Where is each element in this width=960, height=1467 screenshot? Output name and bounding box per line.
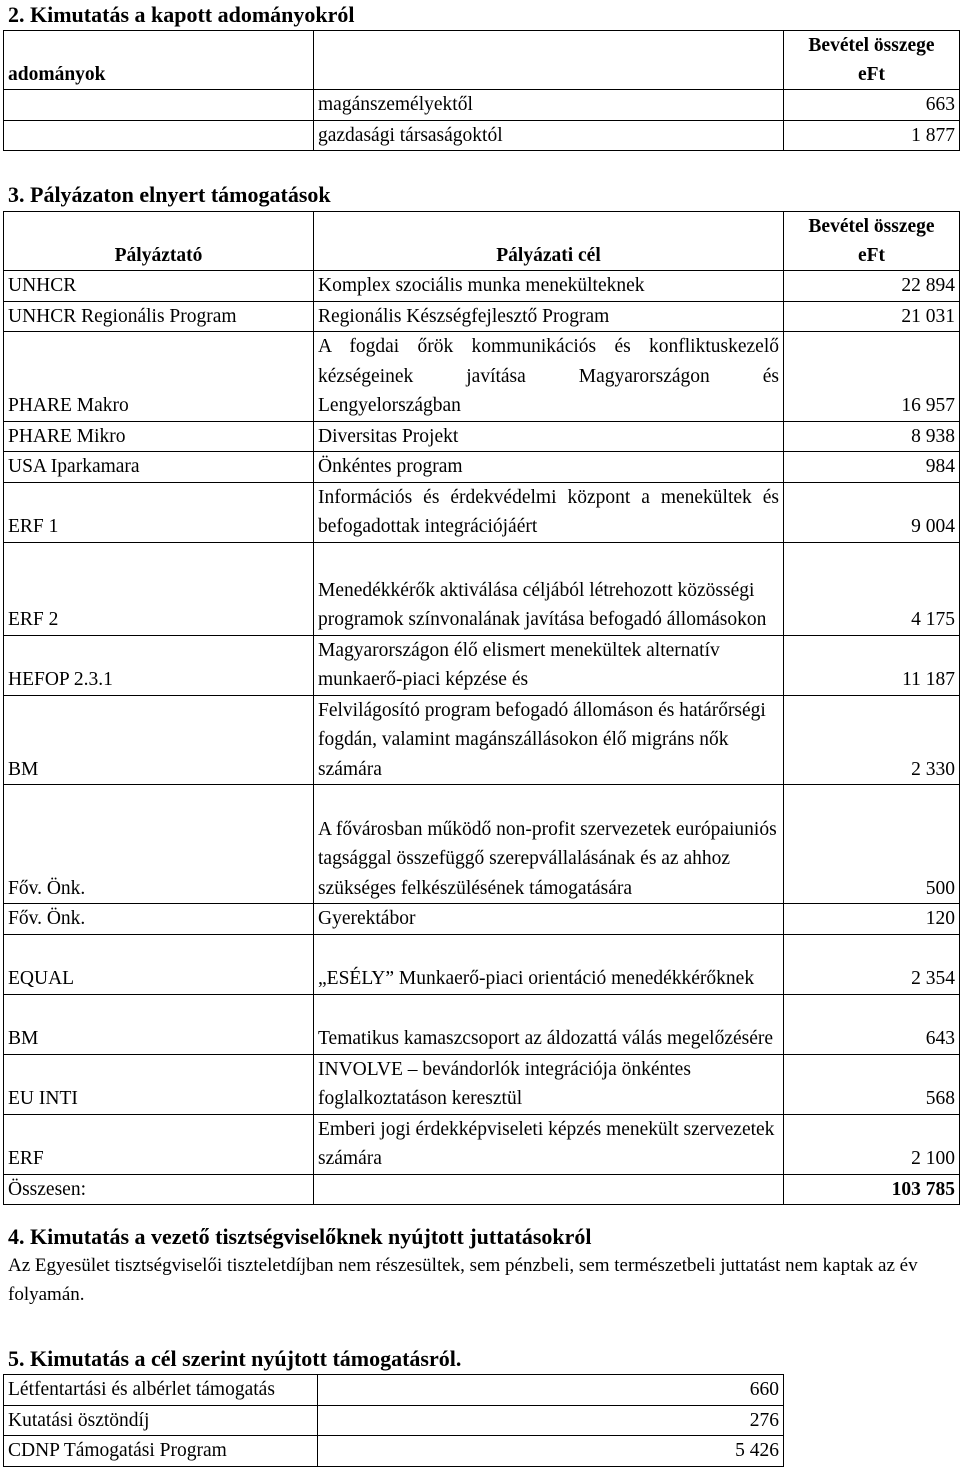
grant-applicant: ERF bbox=[4, 1114, 314, 1174]
grant-goal: Menedékkérők aktiválása céljából létrehozott közösségi programok színvonalának javítása befogadó állomásokon bbox=[314, 542, 784, 635]
section3-heading: 3. Pályázaton elnyert támogatások bbox=[8, 182, 331, 207]
grant-applicant: ERF 1 bbox=[4, 482, 314, 542]
table-row bbox=[4, 1054, 960, 1114]
grant-applicant: EQUAL bbox=[4, 934, 314, 994]
table-row bbox=[4, 904, 960, 935]
grants-header-amount bbox=[784, 212, 960, 271]
table-row bbox=[4, 1436, 784, 1467]
table-row bbox=[4, 332, 960, 422]
support-label: Létfentartási és albérlet támogatás bbox=[4, 1375, 318, 1406]
grant-value: 2 100 bbox=[784, 1114, 960, 1174]
grants-header-goal: Pályázati cél bbox=[314, 212, 784, 271]
grant-goal: Komplex szociális munka menekülteknek bbox=[314, 271, 784, 302]
grant-applicant: BM bbox=[4, 994, 314, 1054]
donations-table bbox=[3, 30, 960, 151]
grant-value: 500 bbox=[784, 785, 960, 904]
grant-goal: Emberi jogi érdekképviseleti képzés menekült szervezetek számára bbox=[314, 1114, 784, 1174]
donations-header-empty bbox=[314, 31, 784, 90]
grant-applicant: Főv. Önk. bbox=[4, 904, 314, 935]
grant-value: 568 bbox=[784, 1054, 960, 1114]
total-row bbox=[4, 1174, 960, 1205]
grant-goal: Magyarországon élő elismert menekültek alternatív munkaerő-piaci képzése és bbox=[314, 635, 784, 695]
grant-goal: Diversitas Projekt bbox=[314, 421, 784, 452]
grant-applicant: BM bbox=[4, 695, 314, 785]
grant-value: 16 957 bbox=[784, 332, 960, 422]
grant-applicant: PHARE Mikro bbox=[4, 421, 314, 452]
donation-value: 1 877 bbox=[784, 120, 960, 151]
grant-value: 984 bbox=[784, 452, 960, 483]
grant-applicant: UNHCR bbox=[4, 271, 314, 302]
grant-value: 22 894 bbox=[784, 271, 960, 302]
table-row bbox=[4, 635, 960, 695]
grant-value: 643 bbox=[784, 994, 960, 1054]
donation-label: magánszemélyektől bbox=[314, 90, 784, 121]
grant-applicant: UNHCR Regionális Program bbox=[4, 301, 314, 332]
support-label: Kutatási ösztöndíj bbox=[4, 1405, 318, 1436]
table-row bbox=[4, 421, 960, 452]
grants-header-amount-line1: Bevétel összege bbox=[808, 216, 935, 237]
grant-applicant: Főv. Önk. bbox=[4, 785, 314, 904]
grant-value: 120 bbox=[784, 904, 960, 935]
table-row bbox=[4, 120, 960, 151]
support-value: 660 bbox=[318, 1375, 784, 1406]
section2-heading: 2. Kimutatás a kapott adományokról bbox=[8, 2, 355, 27]
grant-applicant: PHARE Makro bbox=[4, 332, 314, 422]
table-row bbox=[4, 1405, 784, 1436]
total-empty-cell bbox=[314, 1174, 784, 1205]
donation-empty-cell bbox=[4, 90, 314, 121]
grant-goal: A fővárosban működő non-profit szervezetek európaiuniós tagsággal összefüggő szerepvállalásának és az ahhoz szükséges felkészülésének támogatására bbox=[314, 785, 784, 904]
donation-value: 663 bbox=[784, 90, 960, 121]
donations-header-amount-line2: eFt bbox=[857, 64, 886, 85]
donations-header-amount bbox=[784, 31, 960, 90]
grants-header-amount-line2: eFt bbox=[857, 245, 886, 266]
donations-header-amount-line1: Bevétel összege bbox=[808, 35, 935, 56]
grant-goal: Önkéntes program bbox=[314, 452, 784, 483]
table-row bbox=[4, 1375, 784, 1406]
grant-value: 21 031 bbox=[784, 301, 960, 332]
support-value: 5 426 bbox=[318, 1436, 784, 1467]
support-value: 276 bbox=[318, 1405, 784, 1436]
table-row bbox=[4, 934, 960, 994]
grant-goal: „ESÉLY” Munkaerő-piaci orientáció menedékkérőknek bbox=[314, 934, 784, 994]
grant-value: 2 330 bbox=[784, 695, 960, 785]
grant-value: 4 175 bbox=[784, 542, 960, 635]
grant-goal: Információs és érdekvédelmi központ a menekültek és befogadottak integrációjáért bbox=[314, 482, 784, 542]
grant-goal: INVOLVE – bevándorlók integrációja önkéntes foglalkoztatáson keresztül bbox=[314, 1054, 784, 1114]
grant-value: 8 938 bbox=[784, 421, 960, 452]
table-row bbox=[4, 695, 960, 785]
grant-goal: A fogdai őrök kommunikációs és konfliktuskezelő kézségeinek javítása Magyarországon és Lengyelországban bbox=[314, 332, 784, 422]
section4-heading: 4. Kimutatás a vezető tisztségviselőknek nyújtott juttatásokról bbox=[8, 1224, 592, 1249]
table-row bbox=[4, 90, 960, 121]
total-value: 103 785 bbox=[784, 1174, 960, 1205]
grant-value: 2 354 bbox=[784, 934, 960, 994]
total-label: Összesen: bbox=[4, 1174, 314, 1205]
table-row bbox=[4, 301, 960, 332]
grants-table bbox=[3, 211, 960, 1205]
table-row bbox=[4, 994, 960, 1054]
donation-empty-cell bbox=[4, 120, 314, 151]
grant-goal: Regionális Készségfejlesztő Program bbox=[314, 301, 784, 332]
table-row bbox=[4, 785, 960, 904]
support-table bbox=[3, 1374, 784, 1467]
grant-applicant: ERF 2 bbox=[4, 542, 314, 635]
grant-goal: Felvilágosító program befogadó állomáson és határőrségi fogdán, valamint magánszállásokon élő migráns nők számára bbox=[314, 695, 784, 785]
grant-applicant: EU INTI bbox=[4, 1054, 314, 1114]
grant-goal: Tematikus kamaszcsoport az áldozattá válás megelőzésére bbox=[314, 994, 784, 1054]
section4-text: Az Egyesület tisztségviselői tiszteletdíjban nem részesültek, sem pénzbeli, sem természetbeli juttatást nem kaptak az év folyamán. bbox=[8, 1255, 918, 1305]
grant-value: 11 187 bbox=[784, 635, 960, 695]
donation-label: gazdasági társaságoktól bbox=[314, 120, 784, 151]
grant-goal: Gyerektábor bbox=[314, 904, 784, 935]
section5-heading: 5. Kimutatás a cél szerint nyújtott támogatásról. bbox=[8, 1346, 462, 1371]
table-row bbox=[4, 452, 960, 483]
table-row bbox=[4, 482, 960, 542]
donations-header-label: adományok bbox=[4, 31, 314, 90]
grants-header-applicant: Pályáztató bbox=[4, 212, 314, 271]
table-row bbox=[4, 542, 960, 635]
grant-applicant: HEFOP 2.3.1 bbox=[4, 635, 314, 695]
support-label: CDNP Támogatási Program bbox=[4, 1436, 318, 1467]
table-row bbox=[4, 1114, 960, 1174]
grant-applicant: USA Iparkamara bbox=[4, 452, 314, 483]
table-row bbox=[4, 271, 960, 302]
grant-value: 9 004 bbox=[784, 482, 960, 542]
